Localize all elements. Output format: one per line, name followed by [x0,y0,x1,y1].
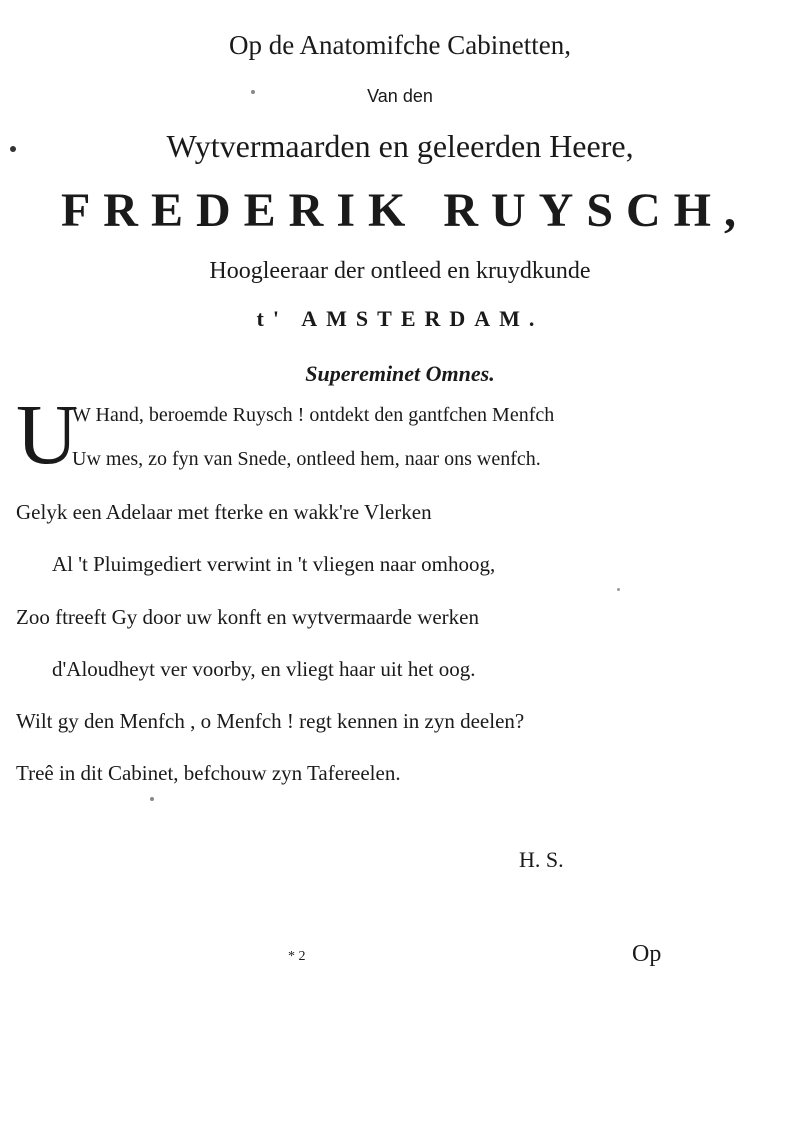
poem-line-1: W Hand, beroemde Ruysch ! ontdekt den gantfchen Menfch [72,404,555,426]
author-initials: H. S. [519,847,564,872]
poem-line-7: Wilt gy den Menfch , o Menfch ! regt kennen in zyn deelen? [16,709,525,733]
page-title: Op de Anatomifche Cabinetten, [229,30,571,60]
poem-line-5: Zoo ftreeft Gy door uw konft en wytvermaarde werken [16,605,479,629]
honoree-name: FREDERIK RUYSCH, [60,184,750,237]
epithet-line: Wytvermaarden en geleerden Heere, [166,128,634,164]
catchword: Op [632,941,662,967]
ink-speck [251,90,255,94]
ink-speck [150,797,154,801]
drop-cap: U [16,386,79,482]
ink-speck [617,588,620,591]
signature-mark: * 2 [288,949,306,964]
ink-speck [10,146,16,152]
poem-line-3: Gelyk een Adelaar met fterke en wakk're Vlerken [16,500,432,524]
poem-line-8: Treê in dit Cabinet, befchouw zyn Tafereelen. [16,761,401,785]
place-line: t' AMSTERDAM. [256,306,544,331]
poem-line-6: d'Aloudheyt ver voorby, en vliegt haar uit het oog. [52,657,476,681]
poem-line-4: Al 't Pluimgediert verwint in 't vliegen naar omhoog, [52,552,496,576]
motto-line: Supereminet Omnes. [305,361,495,386]
van-den-line: Van den [367,86,433,106]
office-line: Hoogleeraar der ontleed en kruydkunde [209,258,591,284]
poem-line-2: Uw mes, zo fyn van Snede, ontleed hem, naar ons wenfch. [72,448,541,470]
